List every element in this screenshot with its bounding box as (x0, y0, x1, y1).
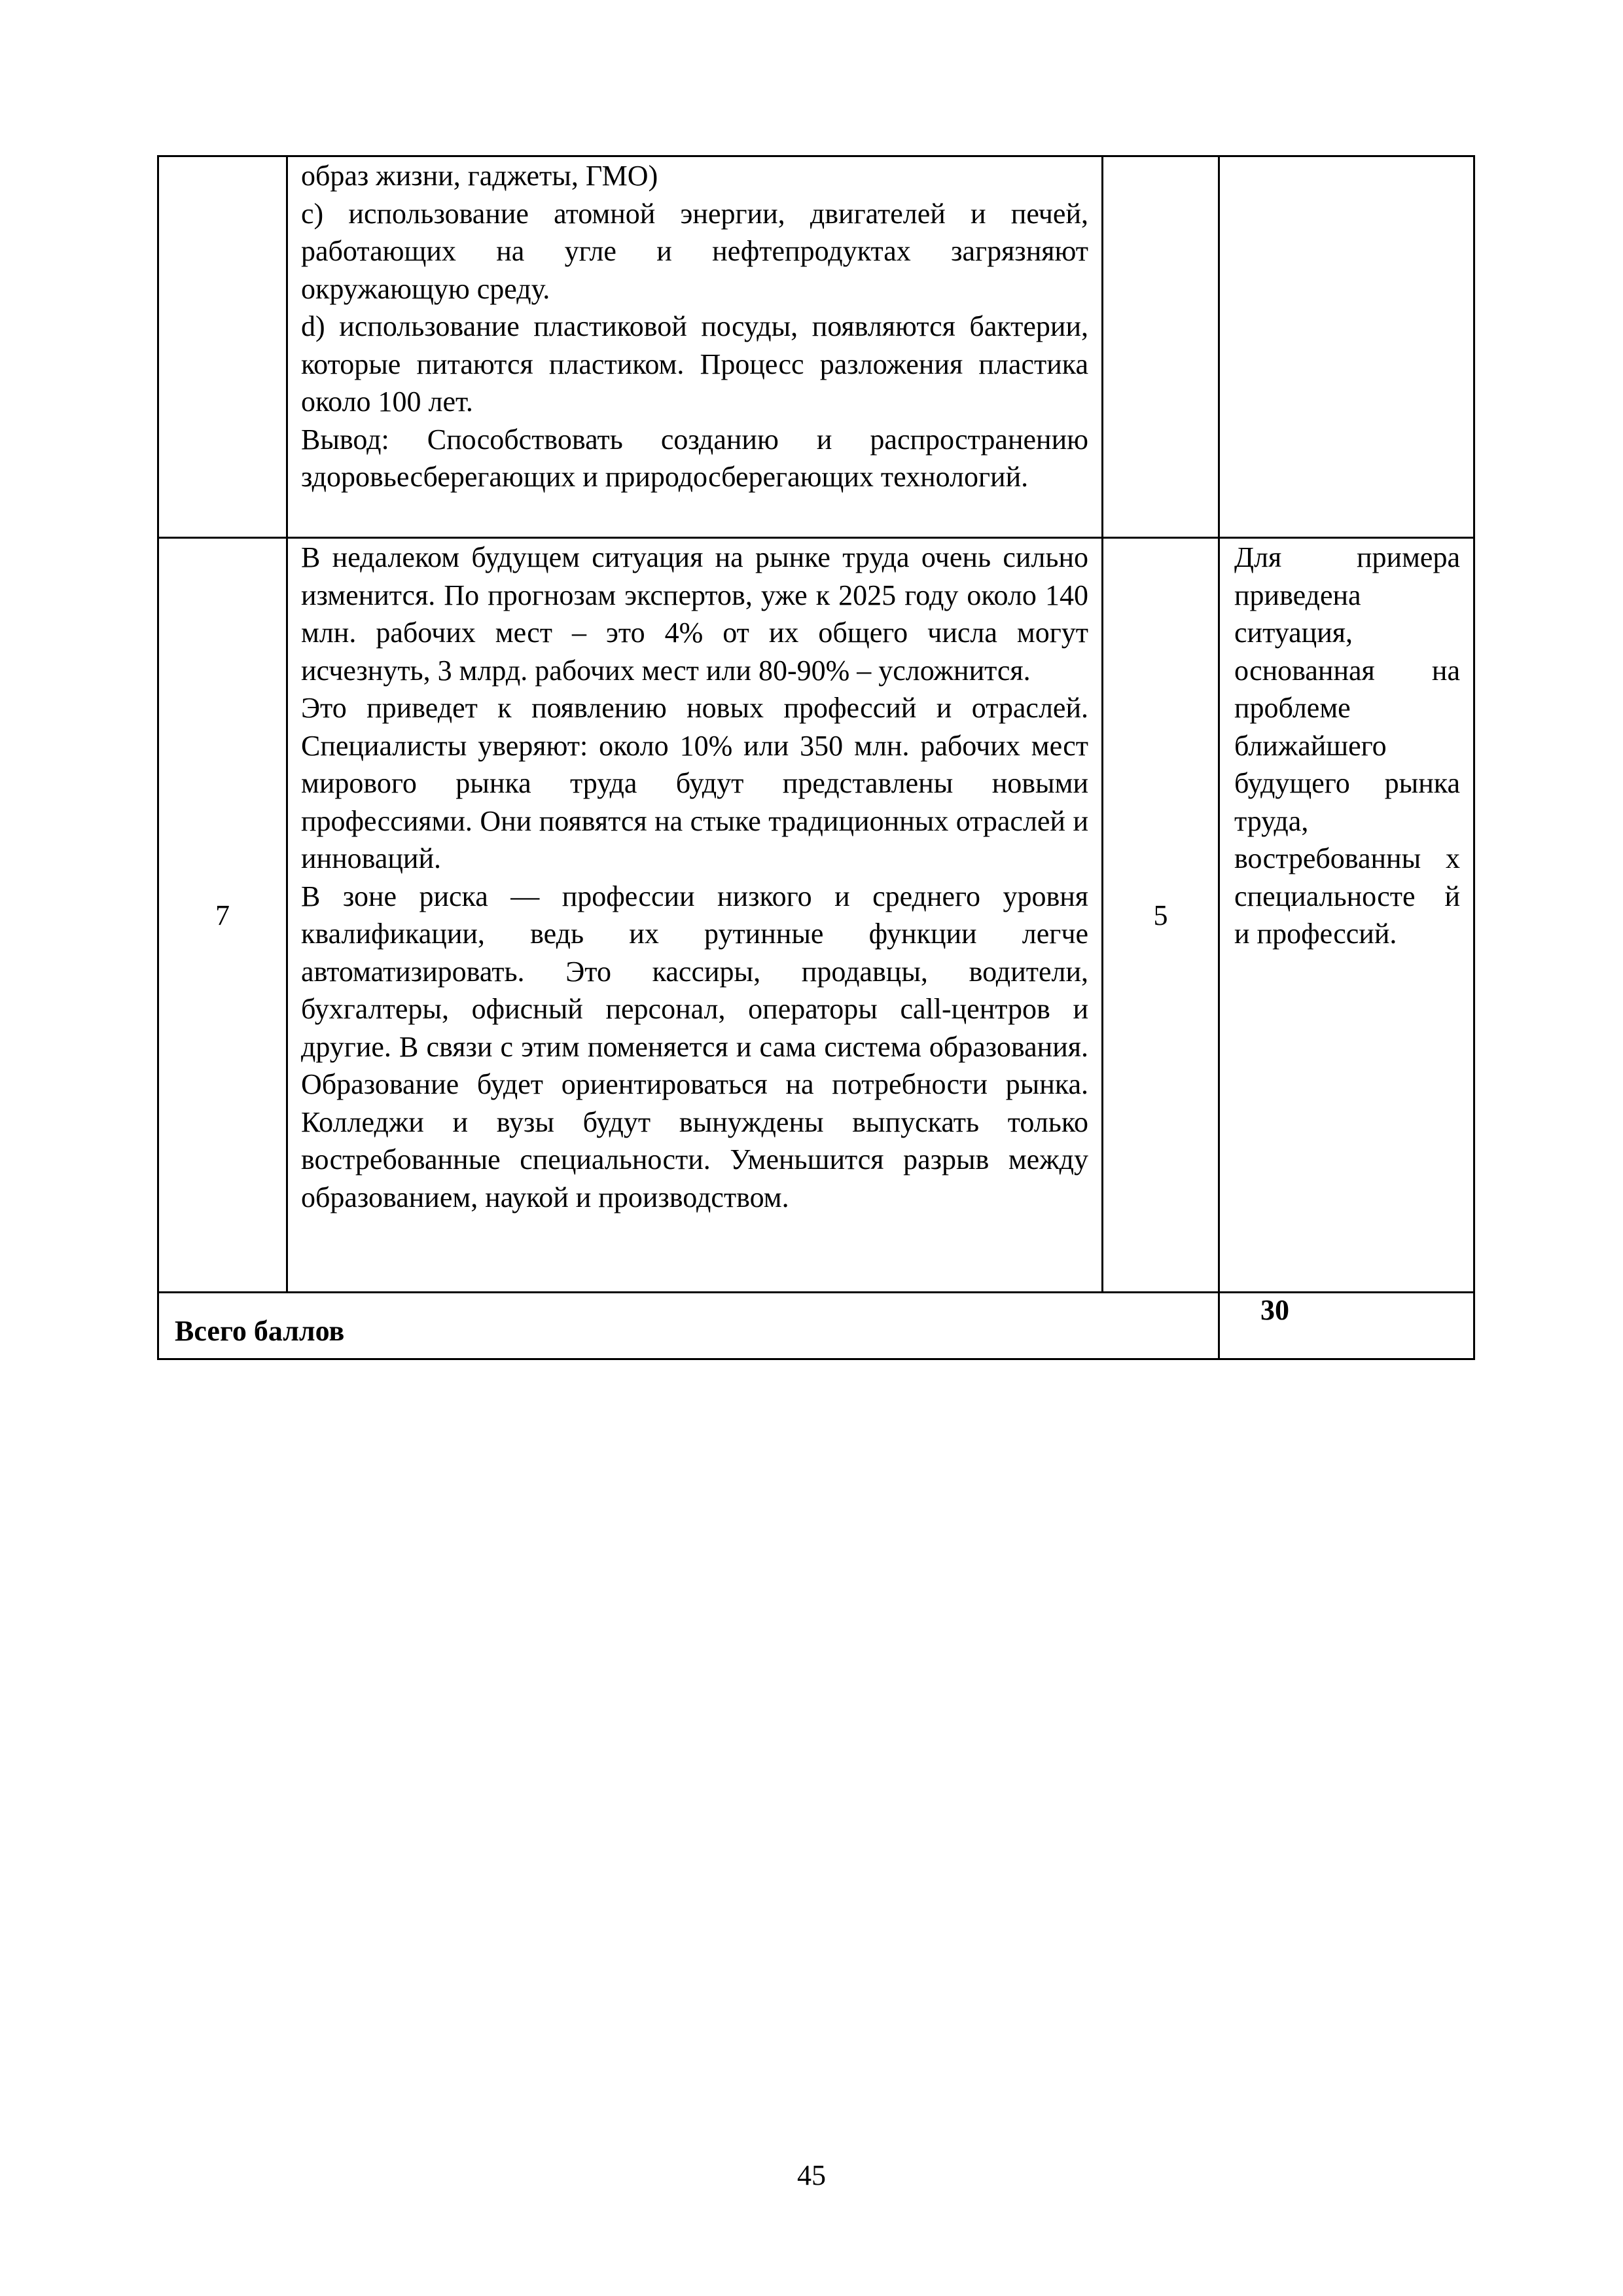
table-row (158, 156, 1474, 538)
comment-text: Для примера приведена ситуация, основанная на проблеме ближайшего будущего рынка труда, востребованны х специальносте й и профессий. (1234, 541, 1460, 950)
answer-paragraph: Это приведет к появлению новых профессий и отраслей. Специалисты уверяют: около 10% или 350 млн. рабочих мест мирового рынка труда будут представлены новыми профессиями. Они появятся на стыке традиционных отраслей и инноваций. (301, 692, 1088, 874)
total-label: Всего баллов (158, 1293, 1219, 1359)
answer-paragraph: образ жизни, гаджеты, ГМО) (301, 160, 658, 192)
comment-cell (1219, 156, 1474, 538)
row-number-cell (158, 156, 287, 538)
answer-paragraph: Вывод: Способствовать созданию и распространению здоровьесберегающих и природосберегающих технологий. (301, 423, 1088, 493)
page-number: 45 (797, 2159, 826, 2191)
assessment-table (157, 155, 1475, 1360)
answer-text-cell (287, 156, 1103, 538)
answer-paragraph: В недалеком будущем ситуация на рынке труда очень сильно изменится. По прогнозам экспертов, уже к 2025 году около 140 млн. рабочих мест – это 4% от их общего числа могут исчезнуть, 3 млрд. рабочих мест или 80-90% – усложнится. (301, 541, 1088, 687)
answer-text-cell (287, 538, 1103, 1293)
table-row (158, 538, 1474, 1293)
answer-paragraph: с) использование атомной энергии, двигателей и печей, работающих на угле и нефтепродуктах загрязняют окружающую среду. (301, 197, 1088, 305)
comment-cell (1219, 538, 1474, 1293)
total-value: 30 (1219, 1293, 1474, 1359)
answer-paragraph: В зоне риска — профессии низкого и среднего уровня квалификации, ведь их рутинные функции легче автоматизировать. Это кассиры, продавцы, водители, бухгалтеры, офисный персонал, операторы call-центров и другие. В связи с этим поменяется и сама система образования. Образование будет ориентироваться на потребности рынка. Колледжи и вузы будут вынуждены выпускать только востребованные специальности. Уменьшится разрыв между образованием, наукой и производством. (301, 880, 1088, 1213)
row-number-cell: 7 (158, 538, 287, 1293)
score-cell: 5 (1103, 538, 1219, 1293)
answer-paragraph: d) использование пластиковой посуды, появляются бактерии, которые питаются пластиком. Процесс разложения пластика около 100 лет. (301, 310, 1088, 418)
total-row (158, 1293, 1474, 1359)
score-cell (1103, 156, 1219, 538)
